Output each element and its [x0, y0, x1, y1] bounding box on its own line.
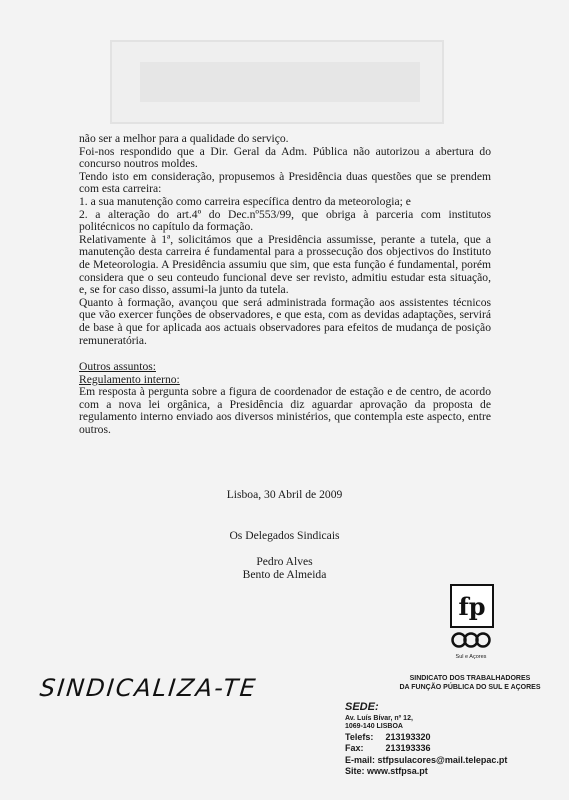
paragraph: Quanto à formação, avançou que será administrada formação aos assistentes técnicos que vão exercer funções de observadores, e que esta, com as devidas adaptações, servirá de base à que for aplicada aos actuais observadores para efeitos de mudança de posição remuneratória. — [79, 295, 491, 347]
rings-icon — [450, 632, 492, 648]
address-line: Av. Luís Bívar, nº 12, — [345, 714, 413, 722]
section-title: Outros assuntos: — [79, 360, 156, 374]
paragraph: não ser a melhor para a qualidade do serviço. — [79, 132, 289, 145]
email-label: E-mail: — [345, 754, 376, 765]
address-line: 1069-140 LISBOA — [345, 723, 403, 730]
email-value: stfpsulacores@mail.telepac.pt — [377, 754, 508, 765]
union-name — [390, 675, 550, 692]
contact-block — [345, 702, 507, 778]
union-name-line: SINDICATO DOS TRABALHADORES — [409, 675, 531, 682]
fax-value: 213193336 — [385, 743, 431, 753]
fp-logo-icon — [450, 584, 494, 628]
phone-row — [345, 732, 507, 744]
fax-row — [345, 743, 507, 755]
subsection-title: Regulamento interno: — [79, 372, 180, 386]
signatory-title: Os Delegados Sindicais — [229, 529, 340, 542]
site-value: www.stfpsa.pt — [367, 766, 428, 776]
email-row — [345, 755, 507, 767]
paragraph: Relativamente à 1ª, solicitámos que a Presidência assumisse, perante a tutela, que a manutenção desta carreira é fundamental para a prossecução dos objectivos do Instituto de Meteorologia. A Presidência assumiu que sim, que esta função é fundamental, porém considera que o seu conteudo funcional deve ser revisto, admitiu estudar esta situação, e, se for caso disso, assumi-la junto da tutela. — [79, 232, 491, 297]
signatory-name: Pedro Alves — [256, 555, 313, 568]
sede-label: SEDE: — [345, 701, 379, 713]
phone-value: 213193320 — [385, 731, 431, 742]
letter-body — [79, 133, 491, 437]
phone-label: Telefs: — [345, 731, 374, 742]
bleed-through-shadow-inner — [140, 62, 420, 102]
list-item: 2. a alteração do art.4º do Dec.nº553/99, que obriga à parceria com institutos politécnicos no capítulo da formação. — [79, 207, 491, 234]
list-item: 1. a sua manutenção como carreira específica dentro da meteorologia; e — [79, 194, 411, 208]
logo-subtitle: Sul e Açores — [455, 654, 487, 660]
logo-text: fp — [458, 591, 486, 621]
signatory-names — [0, 555, 569, 581]
slogan: SINDICALIZA-TE — [38, 674, 259, 702]
paragraph: Em resposta à pergunta sobre a figura de coordenador de estação e de centro, de acordo com a nova lei orgânica, a Presidência diz aguardar aprovação da proposta de regulamento interno enviado aos diversos ministérios, que contempla este aspecto, entre outros. — [79, 385, 491, 437]
fax-label: Fax: — [345, 743, 364, 753]
site-label: Site: — [345, 766, 365, 776]
union-logo — [450, 584, 492, 670]
letter-date: Lisboa, 30 Abril de 2009 — [226, 488, 343, 501]
union-name-line: DA FUNÇÃO PÚBLICA DO SUL E AÇORES — [399, 683, 541, 691]
site-row — [345, 766, 507, 778]
paragraph: Foi-nos respondido que a Dir. Geral da Adm. Pública não autorizou a abertura do concurso noutros moldes. — [79, 144, 491, 171]
other-matters-section — [79, 361, 491, 437]
paragraph: Tendo isto em consideração, propusemos à Presidência duas questões que se prendem com esta carreira: — [79, 169, 491, 196]
signatory-name: Bento de Almeida — [242, 568, 327, 581]
